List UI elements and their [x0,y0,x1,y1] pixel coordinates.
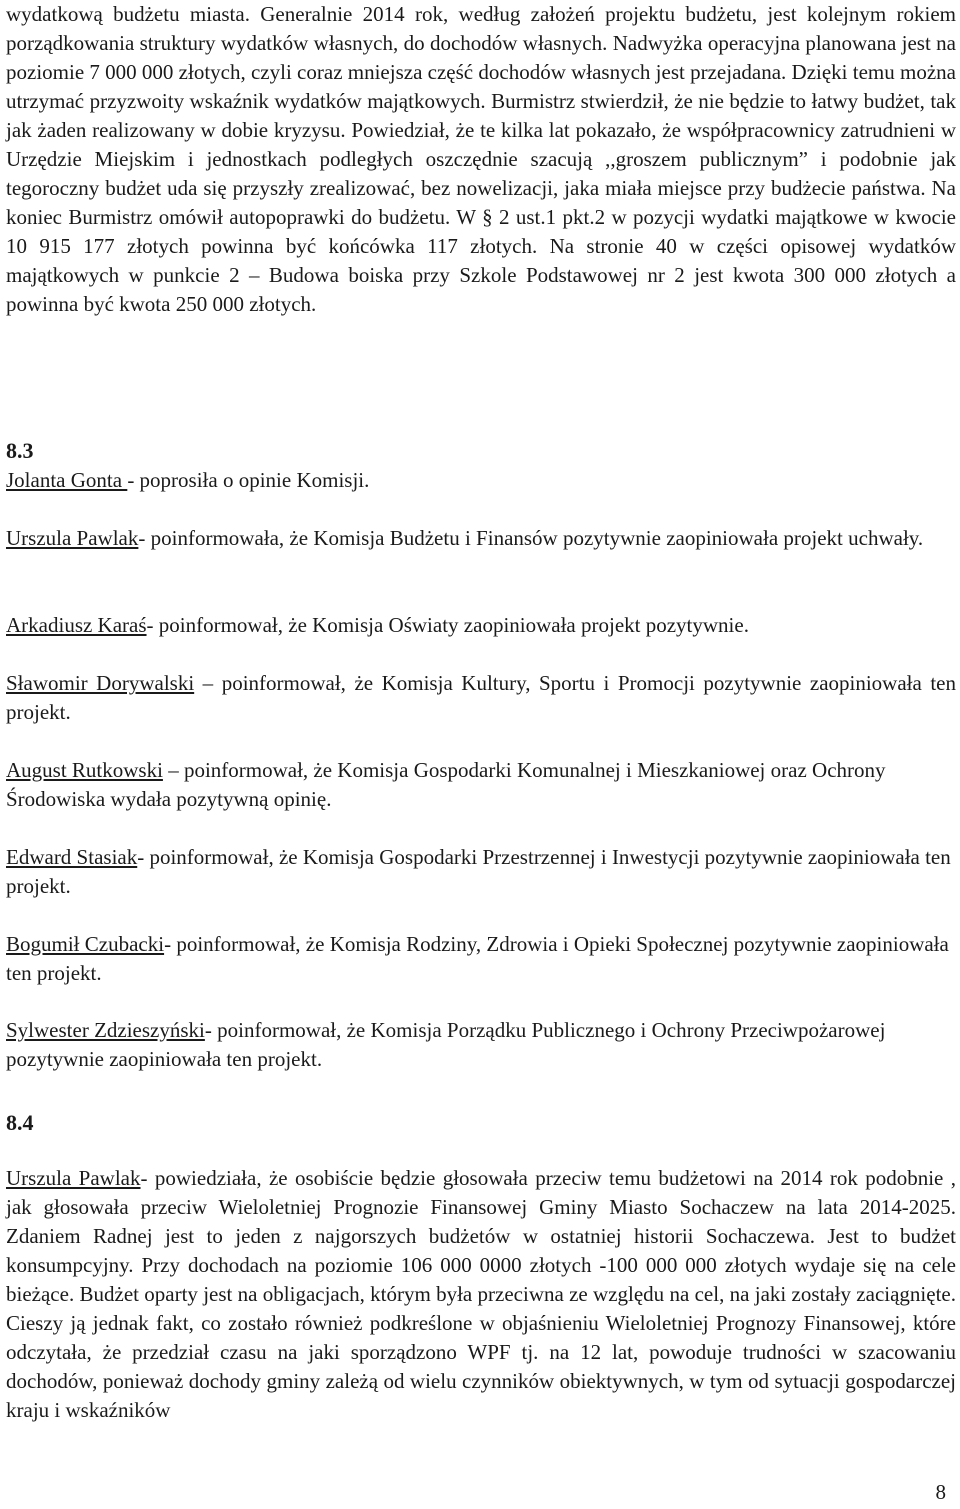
speaker-name: Bogumił Czubacki [6,932,165,956]
statement-arkadiusz-karas [6,611,956,640]
speaker-name: Jolanta Gonta [6,468,128,492]
intro-paragraph: wydatkową budżetu miasta. Generalnie 2014 rok, według założeń projektu budżetu, jest kolejnym rokiem porządkowania struktury wydatków własnych, do dochodów własnych. Nadwyżka operacyjna planowana jest na poziomie 7 000 000 złotych, czyli coraz mniejsza część dochodów własnych jest przejadana. Dzięki temu można utrzymać przyzwoity wskaźnik wydatków majątkowych. Burmistrz stwierdził, że nie będzie to łatwy budżet, tak jak żaden realizowany w dobie kryzysu. Powiedział, że te kilka lat pokazało, że współpracownicy zatrudnieni w Urzędzie Miejskim i jednostkach podległych oszczędnie szacują ,,groszem publicznym” i podobnie jak tegoroczny budżet uda się przyszły zrealizować, bez nowelizacji, jaka miała miejsce przy budżecie państwa. Na koniec Burmistrz omówił autopoprawki do budżetu. W § 2 ust.1 pkt.2 w pozycji wydatki majątkowe w kwocie 10 915 177 złotych powinna być końcówka 117 złotych. Na stronie 40 w części opisowej wydatków majątkowych w punkcie 2 – Budowa boiska przy Szkole Podstawowej nr 2 jest kwota 300 000 złotych a powinna być kwota 250 000 złotych. [6,2,956,316]
statement-text: - poinformował, że Komisja Porządku Publicznego i Ochrony Przeciwpożarowej pozytywnie zaopiniowała ten projekt. [6,1018,886,1071]
statement-bogumil-czubacki [6,930,956,988]
statement-text: - poinformował, że Komisja Gospodarki Przestrzennej i Inwestycji pozytywnie zaopiniowała ten projekt. [6,845,951,898]
statement-text: – poinformował, że Komisja Gospodarki Komunalnej i Mieszkaniowej oraz Ochrony Środowiska wydała pozytywną opinię. [6,758,886,811]
page-number: 8 [935,1480,946,1504]
statement-urszula-pawlak-final [6,1164,956,1425]
speaker-name: Urszula Pawlak [6,526,139,550]
speaker-name: Arkadiusz Karaś [6,613,147,637]
statement-edward-stasiak [6,843,956,901]
statement-text: - poinformował, że Komisja Rodziny, Zdrowia i Opieki Społecznej pozytywnie zaopiniowała ten projekt. [6,932,949,985]
speaker-name: August Rutkowski [6,758,163,782]
speaker-name: Edward Stasiak [6,845,138,869]
section-heading-8-4: 8.4 [6,1110,34,1135]
statement-slawomir-dorywalski [6,669,956,727]
speaker-name: Sylwester Zdzieszyński [6,1018,205,1042]
statement-urszula-pawlak [6,524,956,553]
statement-jolanta-gonta [6,466,956,495]
statement-text: - poinformowała, że Komisja Budżetu i Finansów pozytywnie zaopiniowała projekt uchwały. [138,526,924,550]
statement-august-rutkowski [6,756,956,814]
statement-sylwester-zdzieszynski [6,1016,956,1074]
statement-text: – poinformował, że Komisja Kultury, Sportu i Promocji pozytywnie zaopiniowała ten projekt. [6,671,956,724]
statement-text: - poinformował, że Komisja Oświaty zaopiniowała projekt pozytywnie. [146,613,749,637]
speaker-name: Sławomir Dorywalski [6,671,195,695]
statement-text: - powiedziała, że osobiście będzie głosowała przeciw temu budżetowi na 2014 rok podobnie , jak głosowała przeciw Wieloletniej Prognozie Finansowej Gminy Miasto Sochaczew na lata 2014-2025. Zdaniem Radnej jest to jeden z najgorszych budżetów w ostatniej historii Sochaczewa. Jest to budżet konsumpcyjny. Przy dochodach na poziomie 106 000 0000 złotych -100 000 000 złotych wydaje się na cele bieżące. Budżet oparty jest na obligacjach, którym była przeciwna ze względu na cel, na jaki zostały zaciągnięte. Cieszy ją jednak fakt, co zostało również podkreślone w objaśnieniu Wieloletniej Prognozy Finansowej, które odczytała, że przedział czasu na jaki sporządzono WPF tj. na 12 lat, powoduje trudności w szacowaniu dochodów, ponieważ dochody gminy zależą od wielu czynników obiektywnych, w tym od sytuacji gospodarczej kraju i wskaźników [6,1166,956,1422]
statement-text: - poprosiła o opinie Komisji. [127,468,370,492]
speaker-name: Urszula Pawlak [6,1166,141,1190]
section-heading-8-3: 8.3 [6,438,34,463]
